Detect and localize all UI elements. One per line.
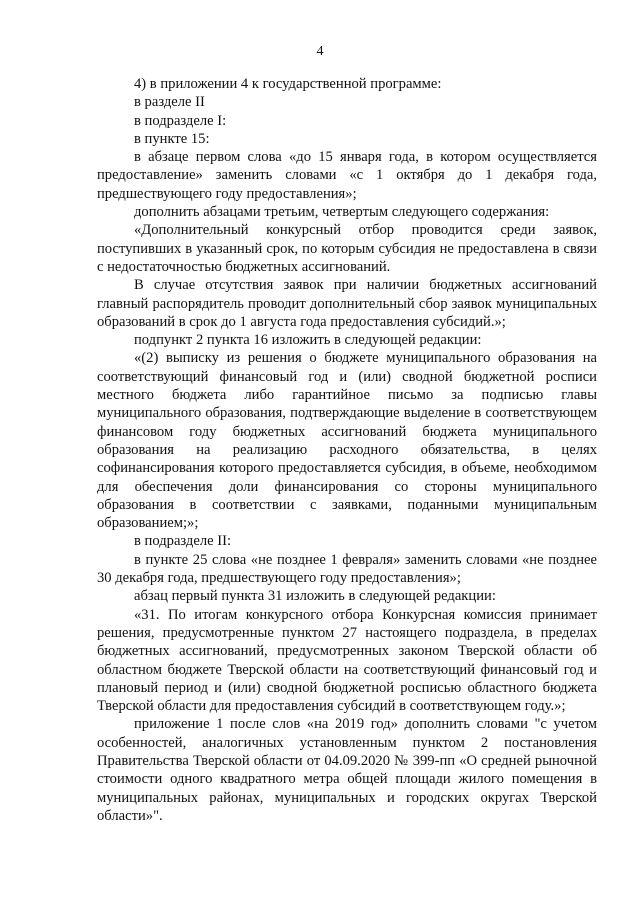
paragraph-1: 4) в приложении 4 к государственной программе: (134, 76, 442, 92)
paragraph-3: в подразделе I: (134, 112, 227, 129)
paragraph-5: в абзаце первом слова «до 15 января года, в котором осуществляется предоставление» заменить словами «с 1 октября до 1 декабря года, предшествующего году предоставления»; (97, 149, 597, 202)
paragraph-2: в разделе II (134, 94, 205, 111)
paragraph-9: подпункт 2 пункта 16 изложить в следующей редакции: (134, 332, 482, 349)
paragraph-14: «31. По итогам конкурсного отбора Конкурсная комиссия принимает решения, предусмотренные пунктом 27 настоящего подраздела, в пределах бюджетных ассигнований, предусмотренных законом Тверской области об областном бюджете Тверской области на соответствующий финансовый год и плановый период и (или) сводной бюджетной росписью областного бюджета Тверской области для предоставления субсидий в соответствующем году.»; (97, 606, 597, 715)
paragraph-15: приложение 1 после слов «на 2019 год» дополнить словами "с учетом особенностей, аналогичных установленным пунктом 2 постановления Правительства Тверской области от 04.09.2020 № 399-пп «О средней рыночной стоимости одного квадратного метра общей площади жилого помещения в муниципальных районах, муниципальных и городских округах Тверской области»". (97, 716, 597, 824)
document-body (97, 75, 597, 825)
paragraph-13: абзац первый пункта 31 изложить в следующей редакции: (134, 588, 496, 605)
paragraph-7: «Дополнительный конкурсный отбор проводится среди заявок, поступивших в указанный срок, по которым субсидия не предоставлена в связи с недостаточностью бюджетных ассигнований. (97, 222, 597, 275)
paragraph-11: в подразделе II: (134, 533, 232, 550)
paragraph-6: дополнить абзацами третьим, четвертым следующего содержания: (134, 204, 550, 221)
page-number: 4 (316, 44, 324, 59)
paragraph-8: В случае отсутствия заявок при наличии бюджетных ассигнований главный распорядитель проводит дополнительный сбор заявок муниципальных образований в срок до 1 августа года предоставления субсидий.»; (97, 277, 597, 330)
paragraph-10: «(2) выписку из решения о бюджете муниципального образования на соответствующий финансовый год и (или) сводной бюджетной росписи местного бюджета либо гарантийное письмо за подписью главы муниципального образования, подтверждающие выделение в соответствующем финансовом году бюджетных ассигнований бюджета муниципального образования на реализацию расходного обязательства, в целях софинансирования которого предоставляется субсидия, в объеме, необходимом для обеспечения доли финансирования со стороны муниципального образования в соответствии с заявками, поданными муниципальным образованием;»; (97, 350, 597, 532)
paragraph-4: в пункте 15: (134, 130, 210, 147)
paragraph-12: в пункте 25 слова «не позднее 1 февраля» заменить словами «не позднее 30 декабря года, предшествующего году предоставления»; (97, 551, 597, 587)
